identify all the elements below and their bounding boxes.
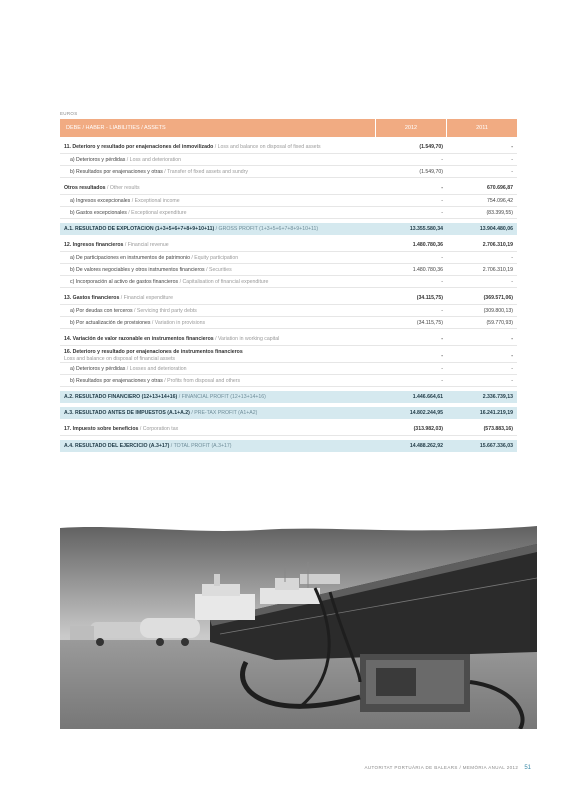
value-2011: -: [511, 336, 513, 342]
value-2012: -: [441, 254, 443, 261]
row-label: A.1. RESULTADO DE EXPLOTACIÓN (1+3+5+6+7+8+9+10+11): [64, 226, 215, 232]
value-2012: 1.446.664,61: [412, 394, 443, 400]
footer-org: AUTORITAT PORTUÀRIA DE BALEARS: [364, 765, 458, 770]
table-row: [60, 363, 517, 375]
table-row: [60, 182, 517, 195]
table-row: [60, 305, 517, 317]
value-2012: 1.480.780,36: [412, 242, 443, 248]
value-2012: (1.549,70): [419, 168, 443, 175]
page-footer: [364, 765, 531, 771]
table-row: [60, 154, 517, 166]
row-label: 11. Deterioro y resultado por enajenaciones del inmovilizado: [64, 144, 214, 150]
value-2011: 2.336.739,13: [482, 394, 513, 400]
table-row: [60, 317, 517, 329]
table-row: [60, 375, 517, 387]
row-label-en: / Servicing third party debts: [132, 307, 197, 314]
row-label: a) Por deudas con terceros: [70, 307, 133, 314]
table-header: [60, 119, 517, 137]
row-label-en: / Equity participation: [189, 254, 239, 261]
row-label: 14. Variación de valor razonable en instrumentos financieros: [64, 336, 214, 342]
header-year-2012: 2012: [375, 119, 446, 137]
row-label-en: / Variation in working capital: [213, 336, 280, 342]
table-row: [60, 166, 517, 178]
row-label: c) Incorporación al activo de gastos financieros: [70, 278, 179, 285]
table-row: [60, 141, 517, 154]
value-2011: (573.883,16): [483, 426, 513, 432]
value-2012: 14.488.262,92: [409, 443, 443, 449]
table-row: [60, 207, 517, 219]
value-2011: -: [511, 377, 513, 384]
value-2011: 2.706.310,19: [482, 242, 513, 248]
value-2012: -: [441, 353, 443, 359]
row-label-en: / Loss and deterioration: [125, 156, 182, 163]
row-label-en: / FINANCIAL PROFIT (12+13+14+16): [177, 394, 266, 400]
row-label-en: Loss and balance on disposal of financial assets: [64, 356, 176, 362]
row-label: A.3. RESULTADO ANTES DE IMPUESTOS (A.1+A.2): [64, 410, 190, 416]
value-2011: 13.904.480,06: [479, 226, 513, 232]
value-2012: -: [441, 185, 443, 191]
row-label: b) Resultados por enajenaciones y otras: [70, 168, 163, 175]
value-2012: (34.115,75): [416, 295, 443, 301]
value-2011: (83.399,55): [486, 209, 513, 216]
table-row: [60, 239, 517, 252]
value-2012: -: [441, 278, 443, 285]
value-2011: 670.696,87: [487, 185, 513, 191]
value-2012: -: [441, 336, 443, 342]
value-2011: (309.800,13): [483, 307, 513, 314]
value-2011: -: [511, 353, 513, 359]
value-2012: 1.480.780,36: [412, 266, 443, 273]
value-2011: 16.241.219,19: [479, 410, 513, 416]
table-row: [60, 276, 517, 288]
total-row: [60, 407, 517, 419]
value-2011: (369.571,06): [483, 295, 513, 301]
total-row: [60, 440, 517, 452]
harbor-ship-photo: [60, 522, 537, 729]
row-label-en: / Capitalisation of financial expenditure: [178, 278, 269, 285]
value-2012: (34.115,75): [416, 319, 443, 326]
row-label-en: / Profits from disposal and others: [162, 377, 241, 384]
row-label: Otros resultados: [64, 185, 106, 191]
footer-separator: /: [457, 765, 463, 770]
value-2011: -: [511, 144, 513, 150]
value-2011: 2.706.310,19: [482, 266, 513, 273]
table-row: [60, 264, 517, 276]
row-label: A.4. RESULTADO DEL EJERCICIO (A.3+17): [64, 443, 170, 449]
income-statement-table: [60, 119, 517, 452]
value-2012: -: [441, 307, 443, 314]
row-label-en: / Corporation tax: [138, 426, 179, 432]
table-row: [60, 252, 517, 264]
value-2011: (59.770,93): [486, 319, 513, 326]
row-label-en: / Securities: [204, 266, 232, 273]
table-row: [60, 292, 517, 305]
row-label-en: / Exceptional income: [130, 197, 180, 204]
row-label-en: / Loss and balance on disposal of fixed assets: [213, 144, 321, 150]
total-row: [60, 223, 517, 235]
value-2012: -: [441, 156, 443, 163]
row-label-en: / GROSS PROFIT (1+3+5+6+7+8+9+10+11): [214, 226, 319, 232]
table-row: [60, 195, 517, 207]
row-label-en: / Exceptional expenditure: [126, 209, 187, 216]
row-label-en: / TOTAL PROFIT (A.3+17): [169, 443, 232, 449]
value-2011: -: [511, 365, 513, 372]
row-label-en: / Losses and deterioration: [125, 365, 187, 372]
header-label: DEBE / HABER - LIABILITIES / ASSETS: [66, 125, 166, 131]
value-2011: -: [511, 254, 513, 261]
footer-report: MEMÒRIA ANUAL 2012: [462, 765, 519, 770]
row-label: b) Gastos excepcionales: [70, 209, 127, 216]
row-label: a) Deterioros y pérdidas: [70, 156, 126, 163]
value-2012: (1.549,70): [419, 144, 443, 150]
row-label: 17. Impuesto sobre beneficios: [64, 426, 139, 432]
value-2011: -: [511, 168, 513, 175]
value-2012: -: [441, 209, 443, 216]
row-label-en: / PRE-TAX PROFIT (A1+A2): [189, 410, 258, 416]
page-number: 51: [524, 765, 531, 771]
row-label: 12. Ingresos financieros: [64, 242, 124, 248]
row-label: 13. Gastos financieros: [64, 295, 120, 301]
row-label-en: / Financial expenditure: [119, 295, 173, 301]
row-label: a) Deterioros y pérdidas: [70, 365, 126, 372]
total-row: [60, 391, 517, 403]
value-2011: 754.096,42: [487, 197, 513, 204]
value-2012: 13.355.580,34: [409, 226, 443, 232]
row-label-en: / Other results: [105, 185, 140, 191]
table-row: [60, 423, 517, 436]
row-label: A.2. RESULTADO FINANCIERO (12+13+14+16): [64, 394, 178, 400]
units-label: EUROS: [60, 111, 78, 116]
table-row: [60, 350, 517, 363]
value-2011: 15.667.336,03: [479, 443, 513, 449]
value-2012: -: [441, 197, 443, 204]
value-2012: (313.982,03): [413, 426, 443, 432]
value-2012: 14.802.244,95: [409, 410, 443, 416]
row-label-en: / Transfer of fixed assets and sundry: [162, 168, 248, 175]
row-label: a) De participaciones en instrumentos de patrimonio: [70, 254, 190, 261]
row-label-en: / Financial revenue: [123, 242, 169, 248]
value-2011: -: [511, 278, 513, 285]
value-2012: -: [441, 365, 443, 372]
table-row: [60, 333, 517, 346]
header-year-2011: 2011: [446, 119, 517, 137]
value-2012: -: [441, 377, 443, 384]
row-label: b) Resultados por enajenaciones y otras: [70, 377, 163, 384]
row-label: b) De valores negociables y otros instrumentos financieros: [70, 266, 205, 273]
value-2011: -: [511, 156, 513, 163]
row-label: a) Ingresos excepcionales: [70, 197, 131, 204]
row-label-en: / Variation in provisions: [150, 319, 206, 326]
row-label: 16. Deterioro y resultado por enajenaciones de instrumentos financieros: [64, 349, 243, 355]
row-label: b) Por actualización de provisiones: [70, 319, 151, 326]
